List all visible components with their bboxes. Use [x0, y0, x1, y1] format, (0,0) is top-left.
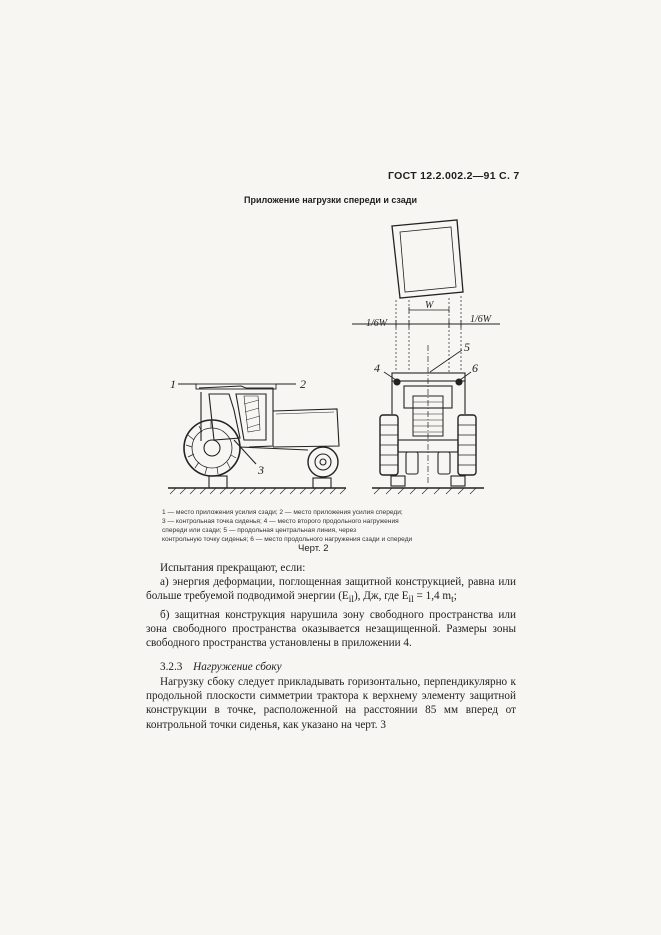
- label-5: 5: [464, 340, 470, 354]
- label-w-right: 1/6W: [470, 314, 492, 325]
- section-number: 3.2.3: [160, 661, 183, 673]
- section-heading: [160, 661, 282, 673]
- figure-caption: Черт. 2: [298, 543, 329, 554]
- figure-legend: [162, 508, 492, 544]
- label-1: 1: [170, 377, 176, 391]
- page-header: ГОСТ 12.2.002.2—91 С. 7: [388, 170, 520, 182]
- intro-line: Испытания прекращают, если:: [160, 562, 306, 574]
- label-3: 3: [258, 463, 264, 477]
- legend-line: 1 — место приложения усилия сзади; 2 — место приложения усилия спереди;: [162, 509, 403, 516]
- label-4: 4: [374, 361, 380, 375]
- side-load-paragraph: Нагрузку сбоку следует прикладывать горизонтально, перпендикулярно к продольной плоскости симметрии трактора к верхнему элементу защитной конструкции в точке, расположенной на расстоянии 85 мм вперед от контрольной точки сиденья, как указано на черт. 3: [146, 676, 516, 731]
- legend-line: спереди или сзади; 5 — продольная центральная линия, через: [162, 527, 357, 534]
- section-title: Нагружение сбоку: [193, 661, 282, 673]
- legend-line: 3 — контрольная точка сиденья; 4 — место второго продольного нагружения: [162, 518, 399, 525]
- label-w: W: [425, 300, 434, 311]
- side-view: [168, 384, 346, 494]
- figure-title: Приложение нагрузки спереди и сзади: [244, 195, 418, 205]
- label-w-left: 1/6W: [366, 318, 388, 329]
- label-6: 6: [472, 361, 478, 375]
- front-view: [352, 220, 500, 494]
- legend-line: контрольную точку сиденья; 6 — место продольного нагружения сзади и спереди: [162, 536, 413, 543]
- condition-b: б) защитная конструкция нарушила зону свободного пространства или зона свободного пространства оказывается незащищенной. Размеры зоны свободного пространства установлены в приложении 4.: [146, 608, 516, 650]
- termination-conditions: [146, 561, 516, 650]
- label-2: 2: [300, 377, 306, 391]
- condition-a: а) энергия деформации, поглощенная защитной конструкцией, равна или больше требуемой подводимой энергии $(E_{il})$, Дж, где $E_{il} = 1,4$ $m_t$;: [146, 576, 516, 606]
